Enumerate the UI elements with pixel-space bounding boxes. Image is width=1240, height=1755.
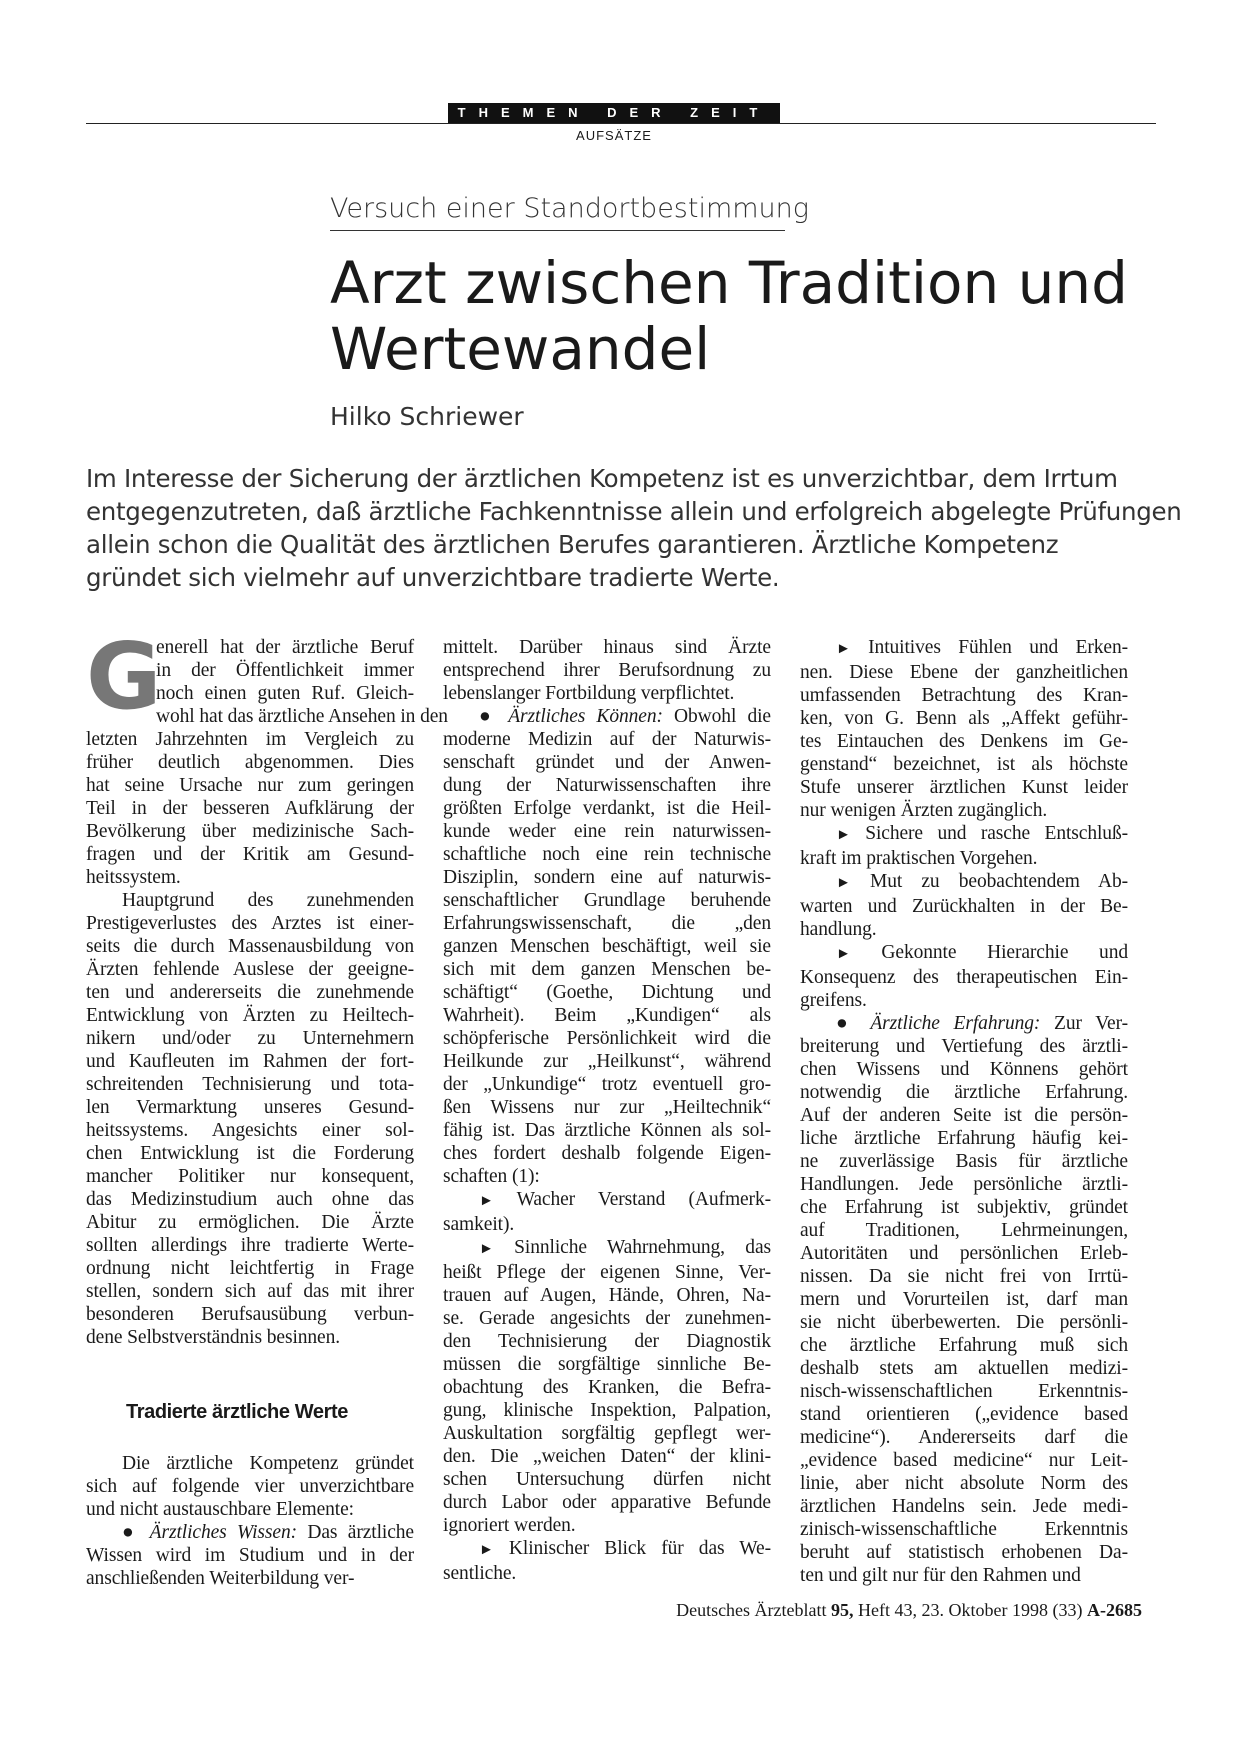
lead-line: entgegenzutreten, daß ärztliche Fachkenntnisse allein und erfolgreich abgelegte Prüfungen	[86, 497, 1182, 526]
text-line: beruht auf statistisch erhobenen Da-	[800, 1542, 1128, 1563]
text-run: Obwohl die	[662, 706, 771, 727]
text-run: Zur Ver-	[1040, 1013, 1129, 1034]
text-line: heitssystem.	[86, 867, 181, 888]
text-line: obachtung des Kranken, die Befra-	[443, 1377, 771, 1398]
paragraph	[800, 636, 1128, 822]
text-run: Gekonnte Hierarchie und	[850, 942, 1128, 963]
text-line: zinisch-wissenschaftliche Erkenntnis	[800, 1519, 1128, 1540]
text-line: sich mit dem ganzen Menschen be-	[443, 959, 771, 980]
text-line	[443, 1537, 771, 1562]
text-line: mancher Politiker nur konsequent,	[86, 1166, 414, 1187]
text-line: sollten allerdings ihre tradierte Werte-	[86, 1235, 414, 1256]
arrow-icon: ►	[479, 1241, 494, 1257]
text-line: durch Labor oder apparative Befunde	[443, 1492, 771, 1513]
text-line: sentliche.	[443, 1563, 517, 1584]
text-line: che ärztliche Erfahrung muß sich	[800, 1335, 1128, 1356]
text-run: Sinnliche Wahrnehmung, das	[493, 1237, 771, 1258]
arrow-icon: ►	[479, 1193, 494, 1209]
paragraph	[443, 705, 771, 1188]
text-line: Wissen wird im Studium und in der	[86, 1545, 414, 1566]
title-line-1: Arzt zwischen Tradition und	[330, 249, 1128, 317]
text-line: ganzen Menschen beschäftigt, weil sie	[443, 936, 771, 957]
journal-name: Deutsches Ärzteblatt	[676, 1600, 832, 1620]
text-line: schaftliche noch eine rein technische	[443, 844, 771, 865]
text-line: sich auf folgende vier unverzichtbare	[86, 1476, 414, 1497]
text-line	[86, 1521, 414, 1544]
text-line	[800, 870, 1128, 895]
paragraph	[800, 1012, 1128, 1587]
text-line: senschaft gründet und der Anwen-	[443, 752, 771, 773]
text-line: len Vermarktung unseres Gesund-	[86, 1097, 414, 1118]
text-line	[443, 1188, 771, 1213]
paragraph	[443, 1188, 771, 1236]
text-line: „evidence based medicine“ nur Leit-	[800, 1450, 1128, 1471]
text-line: ten und gilt nur für den Rahmen und	[800, 1565, 1081, 1586]
text-line: mern und Vorurteilen ist, darf man	[800, 1289, 1128, 1310]
text-line: handlung.	[800, 919, 877, 940]
text-line	[800, 822, 1128, 847]
text-line: tes Eintauchen des Denkens im Ge-	[800, 731, 1128, 752]
text-line: dene Selbstverständnis besinnen.	[86, 1327, 341, 1348]
paragraph	[86, 889, 414, 1349]
text-line: Bevölkerung über medizinische Sach-	[86, 821, 414, 842]
paragraph	[443, 1537, 771, 1585]
text-line: liche ärztliche Erfahrung häufig kei-	[800, 1128, 1128, 1149]
text-line: entsprechend ihrer Berufsordnung zu	[443, 660, 771, 681]
text-line: warten und Zurückhalten in der Be-	[800, 896, 1128, 917]
text-line: Auskultation sorgfältig gepflegt wer-	[443, 1423, 771, 1444]
text-line	[443, 705, 771, 728]
text-line: moderne Medizin auf der Naturwis-	[443, 729, 771, 750]
text-line: schaften (1):	[443, 1166, 540, 1187]
text-line: mittelt. Darüber hinaus sind Ärzte	[443, 637, 771, 658]
text-line: schöpferische Persönlichkeit wird die	[443, 1028, 771, 1049]
drop-cap: G	[86, 623, 162, 730]
text-line: Wahrheit). Beim „Kundigen“ als	[443, 1005, 771, 1026]
text-line: früher deutlich abgenommen. Dies	[86, 752, 414, 773]
page-number: A-2685	[1087, 1600, 1142, 1620]
text-line: den. Die „weichen Daten“ der klini-	[443, 1446, 771, 1467]
section-band: THEMEN DER ZEIT	[448, 103, 780, 123]
text-line: stand orientieren („evidence based	[800, 1404, 1128, 1425]
text-line: hat seine Ursache nur zum geringen	[86, 775, 414, 796]
lead-line: allein schon die Qualität des ärztlichen Berufes garantieren. Ärztliche Kompetenz	[86, 530, 1059, 559]
column-3	[800, 636, 1128, 1587]
kicker-rule	[330, 230, 785, 231]
text-line: senschaftlicher Grundlage beruhende	[443, 890, 771, 911]
text-line: Entwicklung von Ärzten zu Heiltech-	[86, 1005, 414, 1026]
text-line: se. Gerade angesichts der zunehmen-	[443, 1308, 771, 1329]
column-1	[86, 623, 448, 1590]
text-line: trauen auf Augen, Hände, Ohren, Na-	[443, 1285, 771, 1306]
text-line: Heilkunde zur „Heilkunst“, während	[443, 1051, 771, 1072]
text-line: nen. Diese Ebene der ganzheitlichen	[800, 662, 1128, 683]
paragraph	[86, 623, 448, 889]
text-run: Intuitives Fühlen und Erken-	[850, 637, 1128, 658]
text-line: genstand“ bezeichnet, ist als höchste	[800, 754, 1128, 775]
text-line: und Kaufleuten im Rahmen der fort-	[86, 1051, 414, 1072]
text-line: heißt Pflege der eigenen Sinne, Ver-	[443, 1262, 771, 1283]
text-line: Abitur zu ermöglichen. Die Ärzte	[86, 1212, 414, 1233]
text-line: sie nicht überbewerten. Die persönli-	[800, 1312, 1128, 1333]
text-run: Mut zu beobachtendem Ab-	[850, 871, 1128, 892]
section-heading: Tradierte ärztliche Werte	[126, 1401, 348, 1423]
text-line: greifens.	[800, 990, 867, 1011]
text-line: fähig ist. Das ärztliche Können als sol-	[443, 1120, 771, 1141]
text-line: in der Öffentlichkeit immer	[156, 660, 414, 681]
text-line: kunde weder eine rein naturwissen-	[443, 821, 771, 842]
text-line	[800, 1012, 1128, 1035]
text-line: Ärzten fehlende Auslese der geeigne-	[86, 959, 414, 980]
text-line: heitssystems. Angesichts einer sol-	[86, 1120, 414, 1141]
text-line	[800, 636, 1128, 661]
text-line: ches fordert deshalb folgende Eigen-	[443, 1143, 771, 1164]
arrow-icon: ►	[836, 875, 851, 891]
text-line: fragen und der Kritik am Gesund-	[86, 844, 414, 865]
text-line	[443, 1236, 771, 1261]
text-line: nisch-wissenschaftlichen Erkenntnis-	[800, 1381, 1128, 1402]
text-line: Prestigeverlustes des Arztes ist einer-	[86, 913, 414, 934]
text-line: anschließenden Weiterbildung ver-	[86, 1568, 355, 1589]
text-line: che Erfahrung ist subjektiv, gründet	[800, 1197, 1128, 1218]
italic-term: Ärztliches Können:	[508, 706, 663, 727]
text-line: noch einen guten Ruf. Gleich-	[156, 683, 414, 704]
text-line: linie, aber nicht absolute Norm des	[800, 1473, 1128, 1494]
text-line: Die ärztliche Kompetenz gründet	[122, 1453, 414, 1474]
paragraph	[443, 636, 771, 705]
article-lead	[86, 462, 1182, 594]
paragraph	[800, 941, 1128, 1012]
text-line: Stufe unserer ärztlichen Kunst leider	[800, 777, 1128, 798]
arrow-icon: ►	[479, 1542, 494, 1558]
article-title	[330, 250, 1150, 382]
title-line-2: Wertewandel	[330, 315, 711, 383]
text-line: nikern und/oder zu Unternehmern	[86, 1028, 414, 1049]
text-line: ordnung nicht leichtfertig in Frage	[86, 1258, 414, 1279]
text-line: lebenslanger Fortbildung verpflichtet.	[443, 683, 735, 704]
text-line: Hauptgrund des zunehmenden	[122, 890, 414, 911]
text-line: ten und andererseits die zunehmende	[86, 982, 414, 1003]
text-line: letzten Jahrzehnten im Vergleich zu	[86, 729, 414, 750]
text-line: Konsequenz des therapeutischen Ein-	[800, 967, 1128, 988]
page-footer	[560, 1600, 1142, 1621]
text-line: ßen Wissens nur zur „Heiltechnik“	[443, 1097, 771, 1118]
text-line: gung, klinische Inspektion, Palpation,	[443, 1400, 771, 1421]
article-author: Hilko Schriewer	[330, 402, 524, 431]
text-line: den Technisierung der Diagnostik	[443, 1331, 771, 1352]
text-line: stellen, sondern sich auf das mit ihrer	[86, 1281, 414, 1302]
arrow-icon: ►	[836, 641, 851, 657]
text-line: ne zuverlässige Basis für ärztliche	[800, 1151, 1128, 1172]
text-line: größten Erfolge verdankt, ist die Heil-	[443, 798, 771, 819]
text-run: Das ärztliche	[296, 1522, 414, 1543]
text-line: und nicht austauschbare Elemente:	[86, 1499, 354, 1520]
text-line: ignoriert werden.	[443, 1515, 576, 1536]
italic-term: Ärztliche Erfahrung:	[870, 1013, 1041, 1034]
text-line: wohl hat das ärztliche Ansehen in den	[156, 706, 448, 727]
lead-line: gründet sich vielmehr auf unverzichtbare tradierte Werte.	[86, 563, 780, 592]
text-line: nissen. Da sie nicht frei von Irrtü-	[800, 1266, 1128, 1287]
text-line: medicine“). Andererseits darf die	[800, 1427, 1128, 1448]
text-run: Wacher Verstand (Aufmerk-	[493, 1189, 771, 1210]
text-line: schreitenden Technisierung und tota-	[86, 1074, 414, 1095]
issue-info: Heft 43, 23. Oktober 1998 (33)	[853, 1600, 1087, 1620]
text-line: deshalb stets am aktuellen medizi-	[800, 1358, 1128, 1379]
journal-volume: 95,	[831, 1600, 854, 1620]
text-line: Auf der anderen Seite ist die persön-	[800, 1105, 1128, 1126]
text-line: ärztlichen Handelns sein. Jede medi-	[800, 1496, 1128, 1517]
text-run: Klinischer Blick für das We-	[493, 1538, 771, 1559]
text-line: samkeit).	[443, 1214, 515, 1235]
text-line: enerell hat der ärztliche Beruf	[156, 637, 414, 658]
italic-term: Ärztliches Wissen:	[149, 1522, 297, 1543]
text-line: breiterung und Vertiefung des ärztli-	[800, 1036, 1128, 1057]
bullet-icon: ●	[836, 1013, 857, 1034]
text-line: der „Unkundige“ trotz eventuell gro-	[443, 1074, 771, 1095]
paragraph	[443, 1236, 771, 1537]
text-line: umfassenden Betrachtung des Kran-	[800, 685, 1128, 706]
text-line: seits die durch Massenausbildung von	[86, 936, 414, 957]
paragraph	[86, 1521, 414, 1590]
text-line: Disziplin, sondern eine auf naturwis-	[443, 867, 771, 888]
text-line: besonderen Berufsausübung verbun-	[86, 1304, 414, 1325]
text-run: Sichere und rasche Entschluß-	[850, 823, 1128, 844]
text-line: Handlungen. Jede persönliche ärztli-	[800, 1174, 1128, 1195]
text-line: auf Traditionen, Lehrmeinungen,	[800, 1220, 1128, 1241]
text-line: ken, von G. Benn als „Affekt geführ-	[800, 708, 1128, 729]
text-line: nur wenigen Ärzten zugänglich.	[800, 800, 1048, 821]
text-line: das Medizinstudium auch ohne das	[86, 1189, 414, 1210]
paragraph	[800, 870, 1128, 941]
text-line: Erfahrungswissenschaft, die „den	[443, 913, 771, 934]
text-line: chen Entwicklung ist die Forderung	[86, 1143, 414, 1164]
text-line: chen Wissens und Könnens gehört	[800, 1059, 1128, 1080]
text-line: schen Untersuchung dürfen nicht	[443, 1469, 771, 1490]
bullet-icon: ●	[122, 1522, 140, 1543]
paragraph	[86, 1452, 414, 1521]
header-rule	[86, 123, 1156, 124]
text-line: dung der Naturwissenschaften ihre	[443, 775, 771, 796]
arrow-icon: ►	[836, 827, 851, 843]
text-line	[800, 941, 1128, 966]
column-2	[443, 636, 771, 1585]
lead-line: Im Interesse der Sicherung der ärztlichen Kompetenz ist es unverzichtbar, dem Irrtum	[86, 464, 1118, 493]
text-line: Teil in der besseren Aufklärung der	[86, 798, 414, 819]
section-label: AUFSÄTZE	[576, 128, 652, 143]
article-kicker: Versuch einer Standortbestimmung	[330, 193, 809, 224]
paragraph	[800, 822, 1128, 870]
text-line: müssen die sorgfältige sinnliche Be-	[443, 1354, 771, 1375]
text-line: kraft im praktischen Vorgehen.	[800, 848, 1038, 869]
text-line: schäftigt“ (Goethe, Dichtung und	[443, 982, 771, 1003]
bullet-icon: ●	[479, 706, 498, 727]
arrow-icon: ►	[836, 946, 851, 962]
text-line: notwendig die ärztliche Erfahrung.	[800, 1082, 1128, 1103]
text-line: Autoritäten und persönlichen Erleb-	[800, 1243, 1128, 1264]
